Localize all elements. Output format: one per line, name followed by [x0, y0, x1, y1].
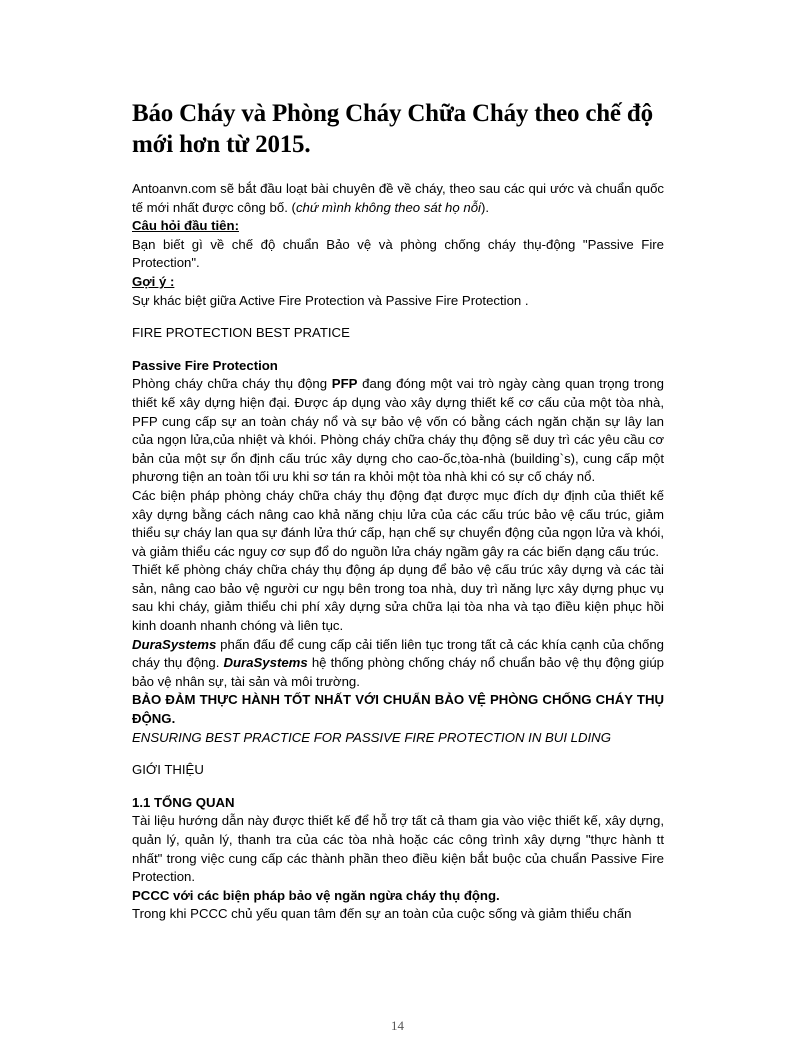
- best-practice-heading-en: ENSURING BEST PRACTICE FOR PASSIVE FIRE PROTECTION IN BUI LDING: [132, 729, 611, 745]
- brand-name: DuraSystems: [223, 655, 308, 671]
- pfp-paragraph-4: DuraSystems phấn đấu để cung cấp cải tiến liên tục trong tất cả các khía cạnh của chống cháy thụ động. DuraSystems hệ thống phòng chống cháy nổ chuẩn bảo vệ thụ động giúp bảo vệ nhân sự, tài sản và môi trường.: [132, 636, 664, 689]
- question-text: Bạn biết gì về chế độ chuẩn Bảo vệ và phòng chống cháy thụ-động "Passive Fire Protection".: [132, 236, 664, 271]
- intro-italic-note: chứ mình không theo sát họ nỗi: [295, 199, 481, 215]
- pfp-paragraph-2: Các biện pháp phòng cháy chữa cháy thụ động đạt được mục đích dự định của thiết kế xây dựng bằng cách nâng cao khả năng chịu lửa của các cấu trúc bảo vệ cấu trúc, giảm thiểu sự cháy lan qua sự đánh lửa thứ cấp, hạn chế sự chuyển động của ngọn lửa và khói, và giảm thiểu các nguy cơ sụp đổ do nguồn lửa cháy ngầm gây ra các biến dạng cấu trúc.: [132, 487, 664, 559]
- overview-text: Tài liệu hướng dẫn này được thiết kế để hỗ trợ tất cả tham gia vào việc thiết kế, xây dựng, quản lý, quản lý, thanh tra của các tòa nhà hoặc các công trình xây dựng "thực hành tt nhất" trong việc cung cấp các thành phần theo điều kiện bắt buộc của chuẩn Passive Fire Protection.: [132, 813, 664, 885]
- pfp-heading: Passive Fire Protection: [132, 357, 278, 373]
- hint-label: Gợi ý :: [132, 273, 175, 289]
- intro-end: ).: [480, 199, 490, 215]
- best-practice-heading-vn: BẢO ĐẢM THỰC HÀNH TỐT NHẤT VỚI CHUẨN BẢO VỆ PHÒNG CHỐNG CHÁY THỤ ĐỘNG.: [132, 692, 664, 727]
- pfp-paragraph-3: Thiết kế phòng cháy chữa cháy thụ động áp dụng để bảo vệ cấu trúc xây dựng và các tài sản, nâng cao bảo vệ người cư ngụ bên trong toa nhà, duy trì năng lực xây dựng phục vụ sau khi cháy, giảm thiểu chi phí xây dựng sửa chữa lại tòa nha và tạo điều kiện phục hồi kinh doanh nhanh chóng và liên tục.: [132, 562, 664, 634]
- brand-name: DuraSystems: [132, 636, 217, 652]
- document-body: [132, 180, 664, 924]
- intro-heading: GIỚI THIỆU: [132, 762, 204, 778]
- pccc-text: Trong khi PCCC chủ yếu quan tâm đến sự an toàn của cuộc sống và giảm thiểu chấn: [132, 906, 632, 922]
- section-heading: FIRE PROTECTION BEST PRATICE: [132, 325, 350, 341]
- question-label: Câu hỏi đầu tiên:: [132, 218, 239, 234]
- page-number: 14: [391, 1018, 404, 1033]
- overview-heading: 1.1 TỔNG QUAN: [132, 794, 235, 810]
- pccc-heading: PCCC với các biện pháp bảo vệ ngăn ngừa cháy thụ động.: [132, 887, 500, 903]
- intro-paragraph: [132, 180, 664, 217]
- pfp-paragraph-1: Phòng cháy chữa cháy thụ động PFP đang đóng một vai trò ngày càng quan trọng trong thiết kế xây dựng hiện đại. Được áp dụng vào xây dựng thiết kế cơ cấu của một tòa nhà, PFP cung cấp sự an toàn cháy nổ và sự bảo vệ vốn có bằng cách ngăn chặn sự lây lan của ngọn lửa,của nhiệt và khói. Phòng cháy chữa cháy thụ động sẽ duy trì các yêu cầu cơ bản của một sự ổn định cấu trúc xây dựng cho cao-ốc,tòa-nhà (building`s), cung cấp một phương tiện an toàn tối ưu khi sơ tán ra khỏi một tòa nhà khi có sự cố cháy nổ.: [132, 376, 664, 485]
- hint-text: Sự khác biệt giữa Active Fire Protection và Passive Fire Protection .: [132, 292, 529, 308]
- intro-text: Antoanvn.com sẽ bắt đầu loạt bài chuyên đề về cháy, theo sau các qui ước và chuẩn quốc tế mới nhất được công bố. (: [132, 181, 664, 215]
- page-title: Báo Cháy và Phòng Cháy Chữa Cháy theo chế độ mới hơn từ 2015.: [132, 100, 653, 158]
- pfp-abbrev: PFP: [331, 376, 358, 392]
